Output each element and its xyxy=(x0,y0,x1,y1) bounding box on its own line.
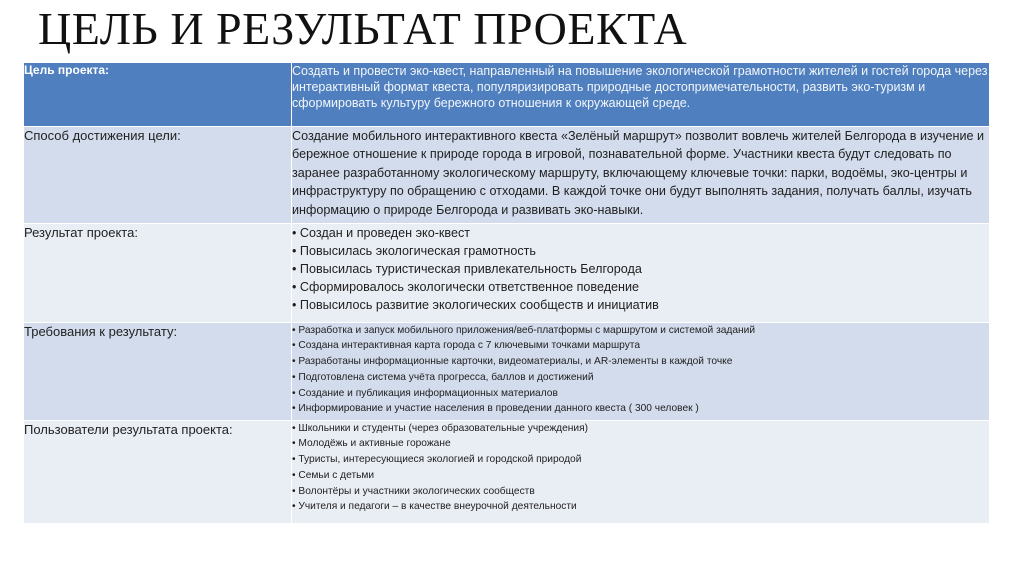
list-item: • Повысилась туристическая привлекательность Белгорода xyxy=(292,261,642,276)
list-item: • Повысилась экологическая грамотность xyxy=(292,243,536,258)
method-label: Способ достижения цели: xyxy=(24,127,181,143)
list-item: • Молодёжь и активные горожане xyxy=(292,438,451,450)
list-item: • Создана интерактивная карта города с 7 ключевыми точками маршрута xyxy=(292,340,640,352)
page-title: ЦЕЛЬ И РЕЗУЛЬТАТ ПРОЕКТА xyxy=(38,3,688,54)
list-item: • Повысилось развитие экологических сообществ и инициатив xyxy=(292,298,659,313)
users-label: Пользователи результата проекта: xyxy=(24,421,233,437)
requirements-list xyxy=(292,322,990,420)
list-item: • Учителя и педагоги – в качестве внеурочной деятельности xyxy=(292,501,577,513)
list-item: • Создан и проведен эко-квест xyxy=(292,225,471,240)
list-item: • Сформировалось экологически ответственное поведение xyxy=(292,280,640,295)
list-item: • Разработка и запуск мобильного приложения/веб-платформы с маршрутом и системой заданий xyxy=(292,324,756,336)
table-row-method xyxy=(24,126,989,223)
list-item: • Подготовлена система учёта прогресса, баллов и достижений xyxy=(292,371,594,383)
list-item: • Разработаны информационные карточки, видеоматериалы, и AR-элементы в каждой точке xyxy=(292,356,733,368)
list-item: • Семьи с детьми xyxy=(292,469,375,481)
list-item: • Создание и публикация информационных материалов xyxy=(292,387,558,399)
goal-text: Создать и провести эко-квест, направленный на повышение экологической грамотности жителей и гостей города через интерактивный формат квеста, популяризировать природные достопримечательности, развить эко-туризм и сформировать культуру бережного отношения к окружающей среде. xyxy=(292,63,990,126)
users-list xyxy=(292,420,990,523)
project-table xyxy=(24,63,989,524)
method-text: Создание мобильного интерактивного квеста «Зелёный маршрут» позволит вовлечь жителей Белгорода в изучение и бережное отношение к природе города в игровой, познавательной форме. Участники квеста будут следовать по заранее разработанному экологическому маршруту, включающему ключевые точки: парки, водоёмы, эко-центры и инфраструктуру по обращению с отходами. В каждой точке они будут выполнять задания, получать баллы, изучать информацию о природе Белгорода и развивать эко-навыки. xyxy=(292,126,990,223)
list-item: • Информирование и участие населения в проведении данного квеста ( 300 человек ) xyxy=(292,403,699,415)
goal-label: Цель проекта: xyxy=(24,63,292,126)
table-row-requirements xyxy=(24,322,989,420)
result-label: Результат проекта: xyxy=(24,224,138,240)
requirements-label: Требования к результату: xyxy=(24,323,178,339)
table-row-result xyxy=(24,223,989,322)
list-item: • Школьники и студенты (через образовательные учреждения) xyxy=(292,422,588,434)
list-item: • Волонтёры и участники экологических сообществ xyxy=(292,485,535,497)
table-row-users xyxy=(24,420,989,523)
result-list xyxy=(292,223,990,322)
table-row-goal xyxy=(24,63,989,126)
list-item: • Туристы, интересующиеся экологией и городской природой xyxy=(292,454,582,466)
